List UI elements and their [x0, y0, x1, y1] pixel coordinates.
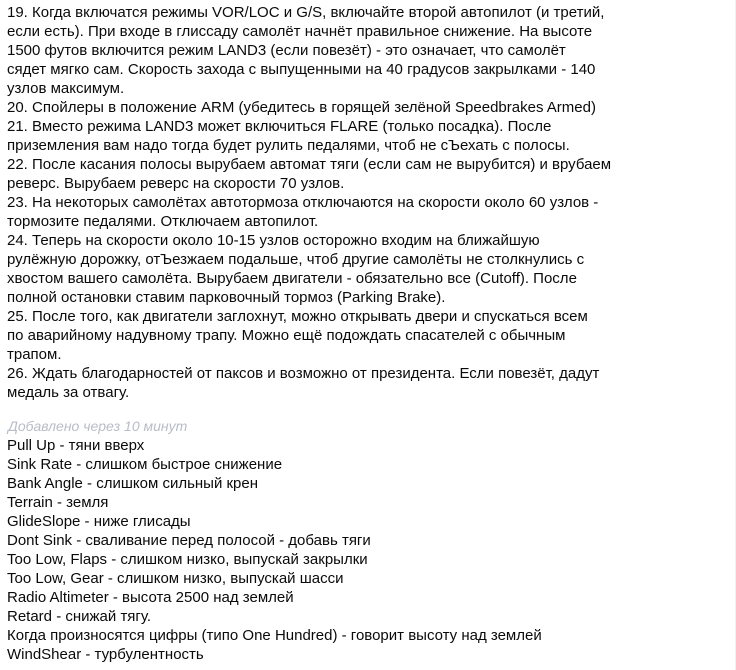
text-line: реверс. Вырубаем реверс на скорости 70 узлов. [7, 175, 345, 192]
text-line: 21. Вместо режима LAND3 может включиться FLARE (только посадка). После [7, 118, 552, 135]
text-line: Too Low, Flaps - слишком низко, выпускай закрылки [7, 551, 368, 568]
text-line: Когда произносятся цифры (типо One Hundred) - говорит высоту над землей [7, 627, 542, 644]
text-line: Bank Angle - слишком сильный крен [7, 475, 259, 492]
landing-instructions-text [7, 3, 729, 402]
text-line: приземления вам надо тогда будет рулить педалями, чтоб не сЪехать с полосы. [7, 137, 570, 154]
text-line: по аварийному надувному трапу. Можно ещё подождать спасателей с обычным [7, 327, 566, 344]
text-line: 23. На некоторых самолётах автотормоза отключаются на скорости около 60 узлов - [7, 194, 599, 211]
text-line: 24. Теперь на скорости около 10-15 узлов осторожно входим на ближайшую [7, 232, 540, 249]
text-line: трапом. [7, 346, 62, 363]
text-line: GlideSlope - ниже глисады [7, 513, 191, 530]
text-line: Retard - снижай тягу. [7, 608, 152, 625]
added-after-note: Добавлено через 10 минут [8, 418, 188, 434]
text-line: Sink Rate - слишком быстрое снижение [7, 456, 283, 473]
text-line: тормозите педалями. Отключаем автопилот. [7, 213, 319, 230]
text-line: Radio Altimeter - высота 2500 над землей [7, 589, 294, 606]
text-line: Pull Up - тяни вверх [7, 437, 145, 454]
text-line: хвостом вашего самолёта. Вырубаем двигатели - обязательно все (Cutoff). После [7, 270, 577, 287]
gpws-callouts-glossary [7, 436, 729, 664]
text-line: Too Low, Gear - слишком низко, выпускай шасси [7, 570, 344, 587]
text-line: 26. Ждать благодарностей от паксов и возможно от президента. Если повезёт, дадут [7, 365, 600, 382]
text-line: рулёжную дорожку, отЪезжаем подальше, чтоб другие самолёты не столкнулись с [7, 251, 585, 268]
text-line: Terrain - земля [7, 494, 109, 511]
text-line: WindShear - турбулентность [7, 646, 204, 663]
text-line: 19. Когда включатся режимы VOR/LOC и G/S, включайте второй автопилот (и третий, [7, 4, 605, 21]
text-line: 20. Спойлеры в положение ARM (убедитесь в горящей зелёной Speedbrakes Armed) [7, 99, 596, 116]
text-line: Dont Sink - сваливание перед полосой - добавь тяги [7, 532, 371, 549]
text-line: узлов максимум. [7, 80, 125, 97]
text-line: если есть). При входе в глиссаду самолёт начнёт правильное снижение. На высоте [7, 23, 593, 40]
text-line: медаль за отвагу. [7, 384, 130, 401]
text-line: 22. После касания полосы вырубаем автомат тяги (если сам не вырубится) и врубаем [7, 156, 612, 173]
text-line: полной остановки ставим парковочный тормоз (Parking Brake). [7, 289, 446, 306]
text-line: сядет мягко сам. Скорость захода с выпущенными на 40 градусов закрылками - 140 [7, 61, 596, 78]
text-line: 1500 футов включится режим LAND3 (если повезёт) - это означает, что самолёт [7, 42, 566, 59]
text-line: 25. После того, как двигатели заглохнут, можно открывать двери и спускаться всем [7, 308, 588, 325]
